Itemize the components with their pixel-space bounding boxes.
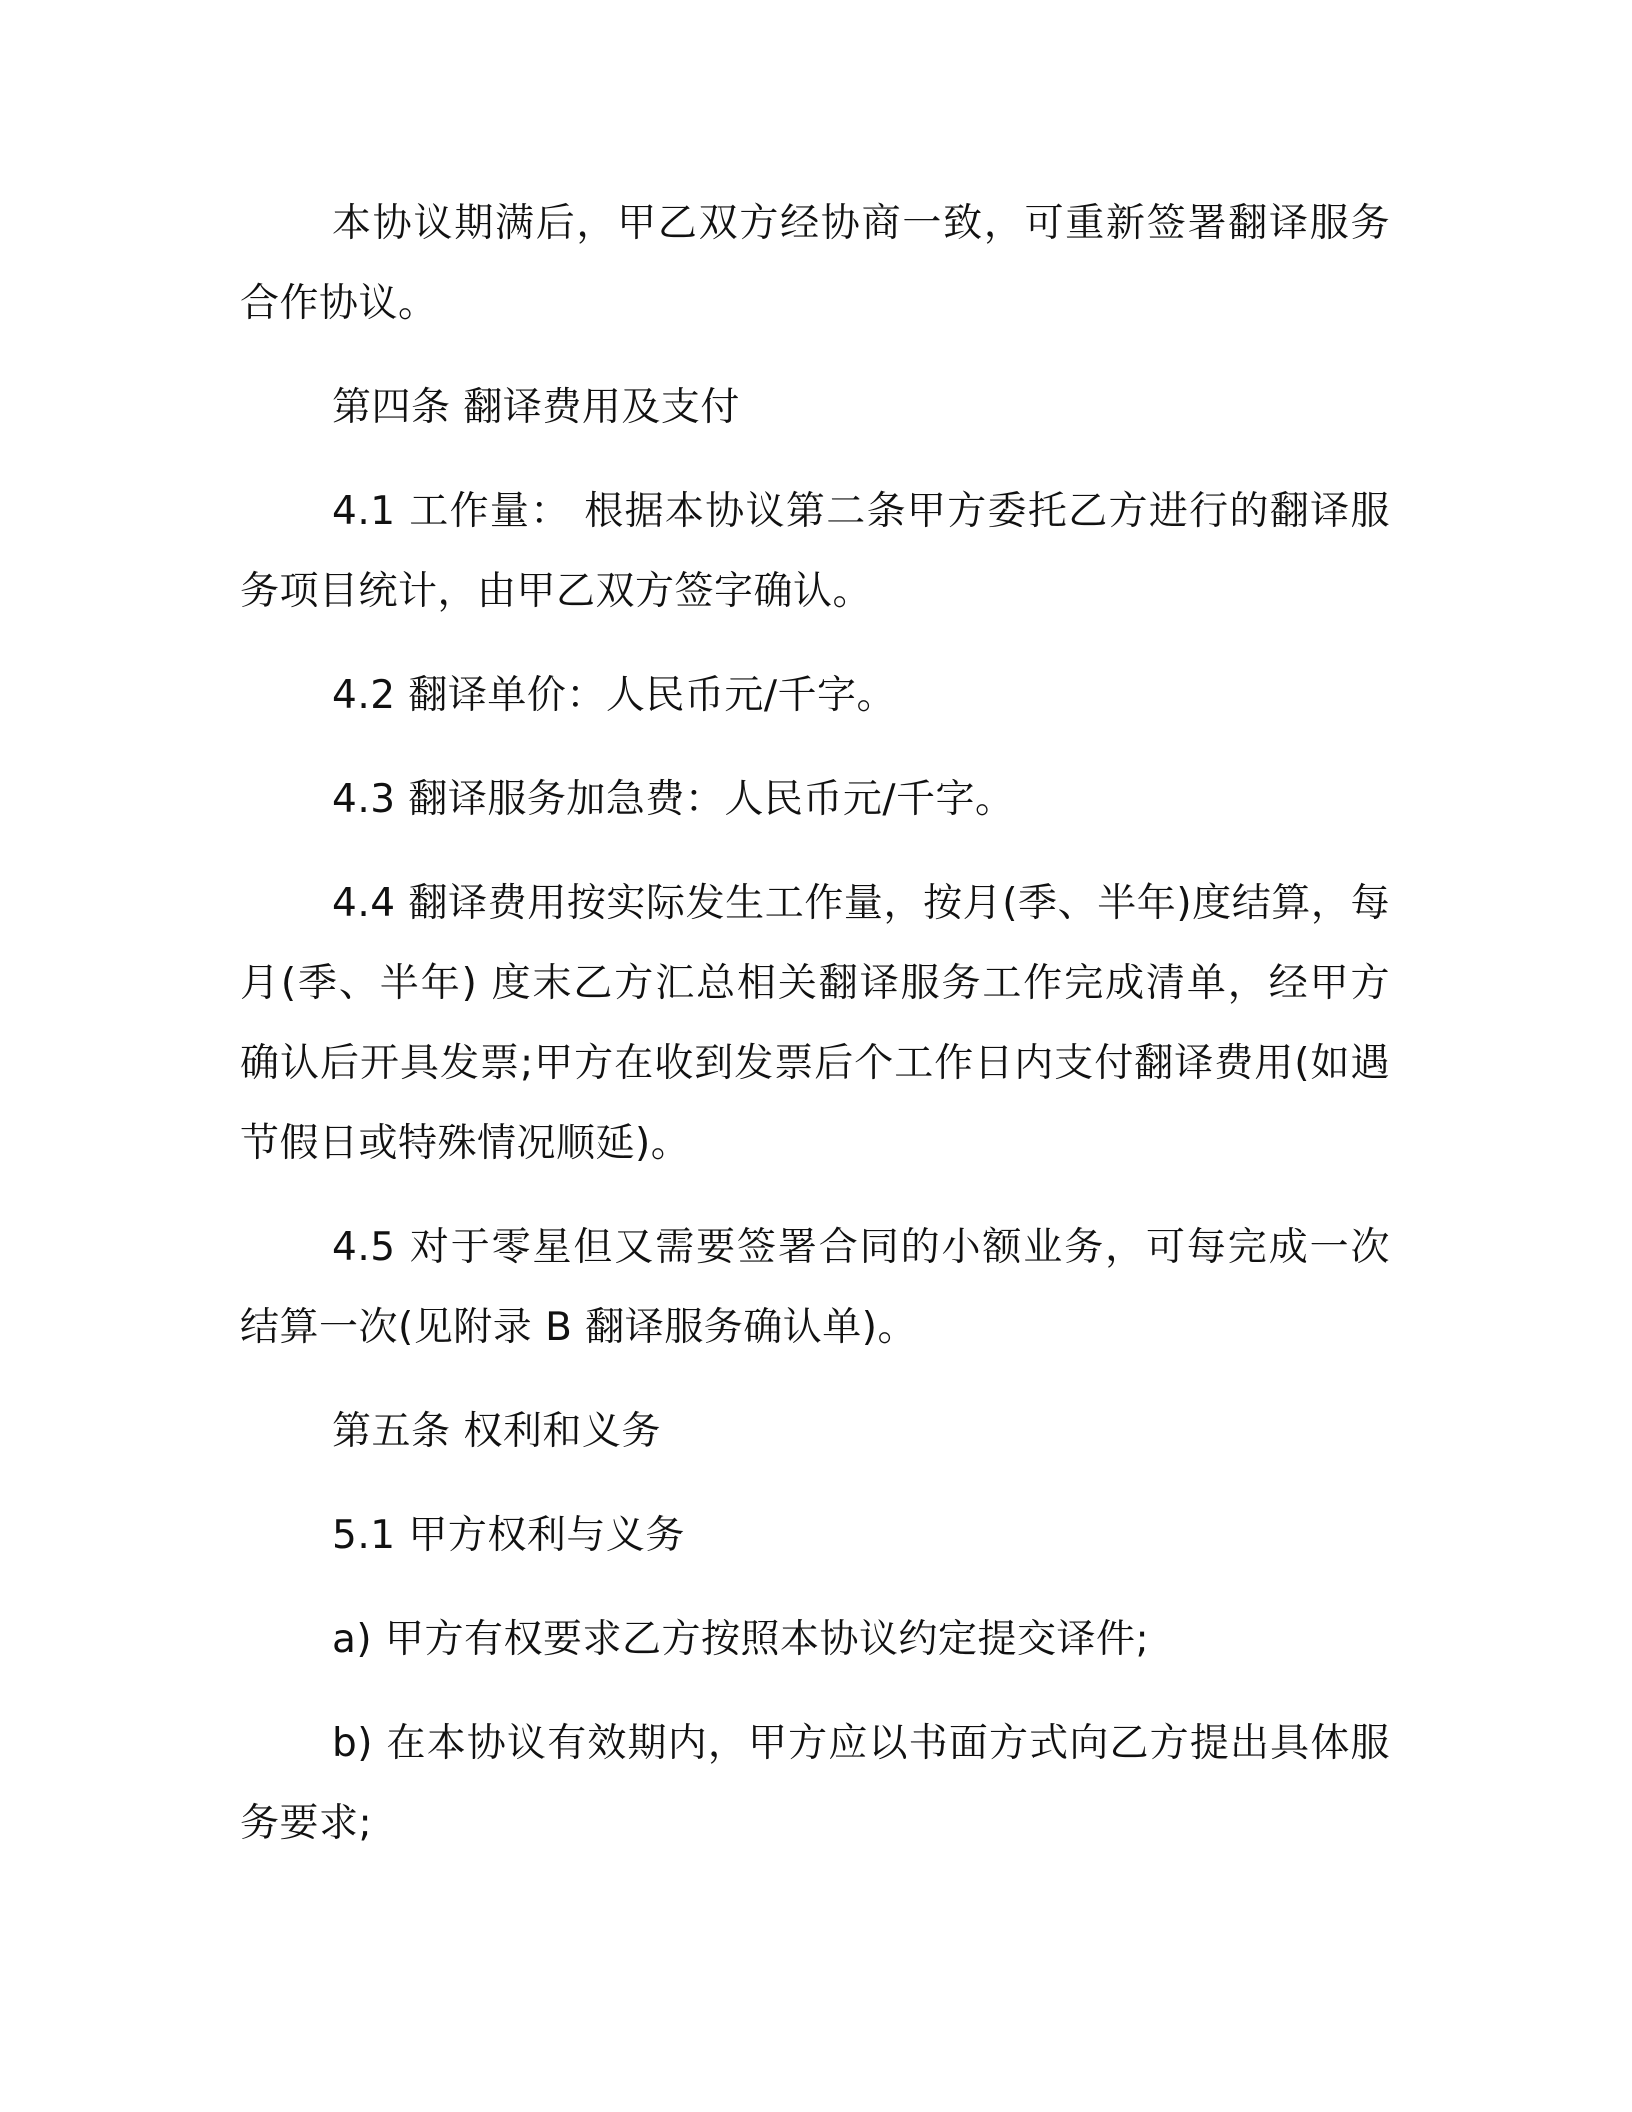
paragraph-4-4: 4.4 翻译费用按实际发生工作量，按月(季、半年)度结算，每月(季、半年) 度末乙方汇总相关翻译服务工作完成清单，经甲方确认后开具发票;甲方在收到发票后个工作日内支付翻译费用(如遇节假日或特殊情况顺延)。: [240, 881, 1390, 1166]
paragraph-4-1: 4.1 工作量： 根据本协议第二条甲方委托乙方进行的翻译服务项目统计，由甲乙双方签字确认。: [240, 489, 1390, 614]
paragraph-4-5: 4.5 对于零星但又需要签署合同的小额业务，可每完成一次结算一次(见附录 B 翻译服务确认单)。: [240, 1225, 1390, 1350]
paragraph-renewal: 本协议期满后，甲乙双方经协商一致，可重新签署翻译服务合作协议。: [240, 201, 1390, 326]
paragraph-4-2: 4.2 翻译单价：人民币元/千字。: [332, 673, 897, 718]
heading-article-5: 第五条 权利和义务: [332, 1409, 661, 1454]
paragraph-5-1-a: a) 甲方有权要求乙方按照本协议约定提交译件;: [332, 1617, 1150, 1662]
paragraph-5-1-b: b) 在本协议有效期内，甲方应以书面方式向乙方提出具体服务要求;: [240, 1721, 1390, 1846]
heading-article-4: 第四条 翻译费用及支付: [332, 385, 740, 430]
paragraph-4-3: 4.3 翻译服务加急费：人民币元/千字。: [332, 777, 1015, 822]
paragraph-5-1: 5.1 甲方权利与义务: [332, 1513, 685, 1558]
document-body: [240, 184, 1390, 1888]
